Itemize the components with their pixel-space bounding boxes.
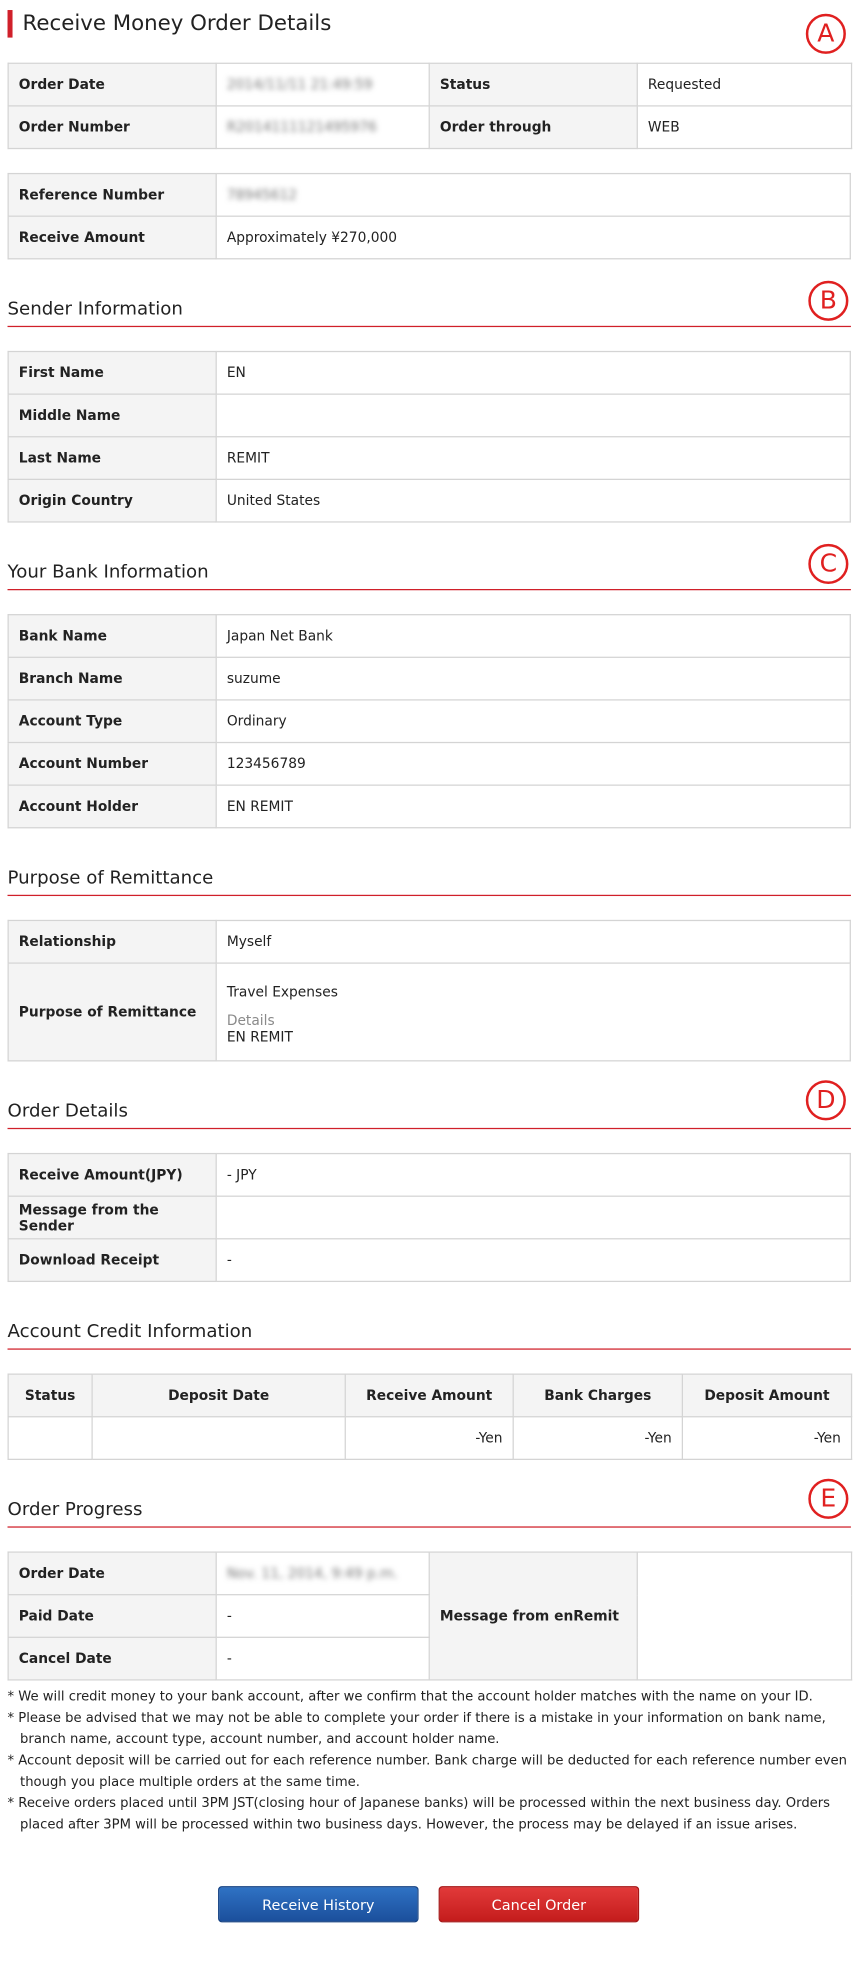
first-name-value: EN [216, 352, 850, 395]
receive-amount-value: Approximately ¥270,000 [216, 216, 850, 259]
sender-table [8, 351, 851, 523]
table-cell [92, 1417, 345, 1460]
download-receipt-label: Download Receipt [8, 1239, 216, 1282]
table-row [8, 352, 850, 395]
order-number-value: R2014111121495976 [226, 119, 377, 136]
branch-name-value: suzume [216, 657, 850, 700]
last-name-label: Last Name [8, 437, 216, 480]
order-summary-table [8, 63, 853, 149]
table-cell: -Yen [345, 1417, 513, 1460]
origin-country-label: Origin Country [8, 479, 216, 522]
last-name-value: REMIT [216, 437, 850, 480]
order-progress-table [8, 1551, 853, 1680]
table-row [8, 700, 850, 743]
annotation-badge-a: A [806, 14, 846, 54]
note-item: * Receive orders placed until 3PM JST(closing hour of Japanese banks) will be processed within the next business day. Orders placed after 3PM will be processed within two business days. However, the process may be delayed if an issue arises. [7, 1795, 831, 1833]
column-header-status: Status [8, 1374, 92, 1417]
order-through-value: WEB [637, 106, 851, 149]
status-value: Requested [637, 63, 851, 106]
order-date-value: 2014/11/11 21:49:59 [226, 76, 373, 93]
table-row [8, 437, 850, 480]
annotation-badge-e: E [808, 1479, 848, 1519]
note-item: * We will credit money to your bank account, after we confirm that the account holder matches with the name on your ID. [7, 1689, 813, 1705]
note-item: * Please be advised that we may not be able to complete your order if there is a mistake in your information on bank name, branch name, account type, account number, and account holder name. [7, 1710, 826, 1747]
purpose-section-title: Purpose of Remittance [8, 866, 851, 896]
cancel-date-label: Cancel Date [8, 1637, 216, 1680]
progress-order-date-value: Nov. 11, 2014, 9:49 p.m. [226, 1565, 398, 1582]
table-row [8, 1417, 851, 1460]
account-type-label: Account Type [8, 700, 216, 743]
annotation-badge-d: D [806, 1080, 846, 1120]
receive-amount-jpy-label: Receive Amount(JPY) [8, 1154, 216, 1197]
bank-name-label: Bank Name [8, 615, 216, 658]
column-header-receive-amount: Receive Amount [345, 1374, 513, 1417]
table-row [8, 479, 850, 522]
receive-amount-label: Receive Amount [8, 216, 216, 259]
account-holder-label: Account Holder [8, 785, 216, 828]
purpose-label: Purpose of Remittance [8, 963, 216, 1061]
reference-table [8, 173, 851, 259]
order-progress-section-title: Order Progress [8, 1498, 851, 1528]
table-row [8, 785, 850, 828]
paid-date-label: Paid Date [8, 1595, 216, 1638]
table-row [8, 1552, 851, 1595]
table-row [8, 394, 850, 437]
order-details-table [8, 1153, 851, 1282]
first-name-label: First Name [8, 352, 216, 395]
message-from-enremit-label: Message from enRemit [429, 1552, 637, 1680]
order-number-label: Order Number [8, 106, 216, 149]
table-cell: -Yen [682, 1417, 851, 1460]
annotation-badge-b: B [808, 281, 848, 321]
purpose-value: Travel Expenses [226, 983, 338, 1001]
origin-country-value: United States [216, 479, 850, 522]
status-label: Status [429, 63, 637, 106]
reference-number-label: Reference Number [8, 174, 216, 217]
column-header-bank-charges: Bank Charges [513, 1374, 682, 1417]
account-number-value: 123456789 [216, 743, 850, 786]
branch-name-label: Branch Name [8, 657, 216, 700]
order-details-section-title: Order Details [8, 1099, 851, 1129]
cancel-order-button[interactable]: Cancel Order [439, 1886, 640, 1922]
download-receipt-value[interactable]: - [216, 1239, 850, 1282]
table-row [8, 63, 851, 106]
table-row [8, 963, 850, 1061]
account-type-value: Ordinary [216, 700, 850, 743]
order-through-label: Order through [429, 106, 637, 149]
table-row [8, 657, 850, 700]
sender-section-title: Sender Information [8, 297, 851, 327]
table-row [8, 1154, 850, 1197]
notes-list [8, 1687, 851, 1836]
table-row [8, 1239, 850, 1282]
table-row [8, 920, 850, 963]
table-row [8, 1196, 850, 1239]
table-row [8, 615, 850, 658]
column-header-deposit-amount: Deposit Amount [682, 1374, 851, 1417]
account-number-label: Account Number [8, 743, 216, 786]
account-credit-section-title: Account Credit Information [8, 1320, 851, 1350]
middle-name-value [216, 394, 850, 437]
page-title: Receive Money Order Details [8, 10, 332, 38]
table-row [8, 216, 850, 259]
bank-section-title: Your Bank Information [8, 560, 851, 590]
paid-date-value: - [216, 1595, 429, 1638]
message-from-sender-label: Message from the Sender [8, 1196, 216, 1239]
middle-name-label: Middle Name [8, 394, 216, 437]
relationship-label: Relationship [8, 920, 216, 963]
table-row [8, 174, 850, 217]
receive-amount-jpy-value: - JPY [216, 1154, 850, 1197]
bank-name-value: Japan Net Bank [216, 615, 850, 658]
details-value: EN REMIT [226, 1028, 293, 1046]
relationship-value: Myself [216, 920, 850, 963]
details-label: Details [226, 1012, 275, 1029]
note-item: * Account deposit will be carried out for each reference number. Bank charge will be deducted for each reference number even though you place multiple orders at the same time. [7, 1753, 847, 1790]
table-header-row [8, 1374, 851, 1417]
account-credit-table [8, 1374, 853, 1460]
message-from-enremit-value [637, 1552, 851, 1680]
reference-number-value: 78945612 [226, 186, 298, 204]
annotation-badge-c: C [808, 544, 848, 584]
column-header-deposit-date: Deposit Date [92, 1374, 345, 1417]
progress-order-date-label: Order Date [8, 1552, 216, 1595]
table-cell: -Yen [513, 1417, 682, 1460]
table-cell [8, 1417, 92, 1460]
table-row [8, 106, 851, 149]
bank-table [8, 614, 851, 828]
account-holder-value: EN REMIT [216, 785, 850, 828]
receive-history-button[interactable]: Receive History [218, 1886, 419, 1922]
purpose-table [8, 920, 851, 1062]
order-date-label: Order Date [8, 63, 216, 106]
table-row [8, 743, 850, 786]
message-from-sender-value [216, 1196, 850, 1239]
cancel-date-value: - [216, 1637, 429, 1680]
